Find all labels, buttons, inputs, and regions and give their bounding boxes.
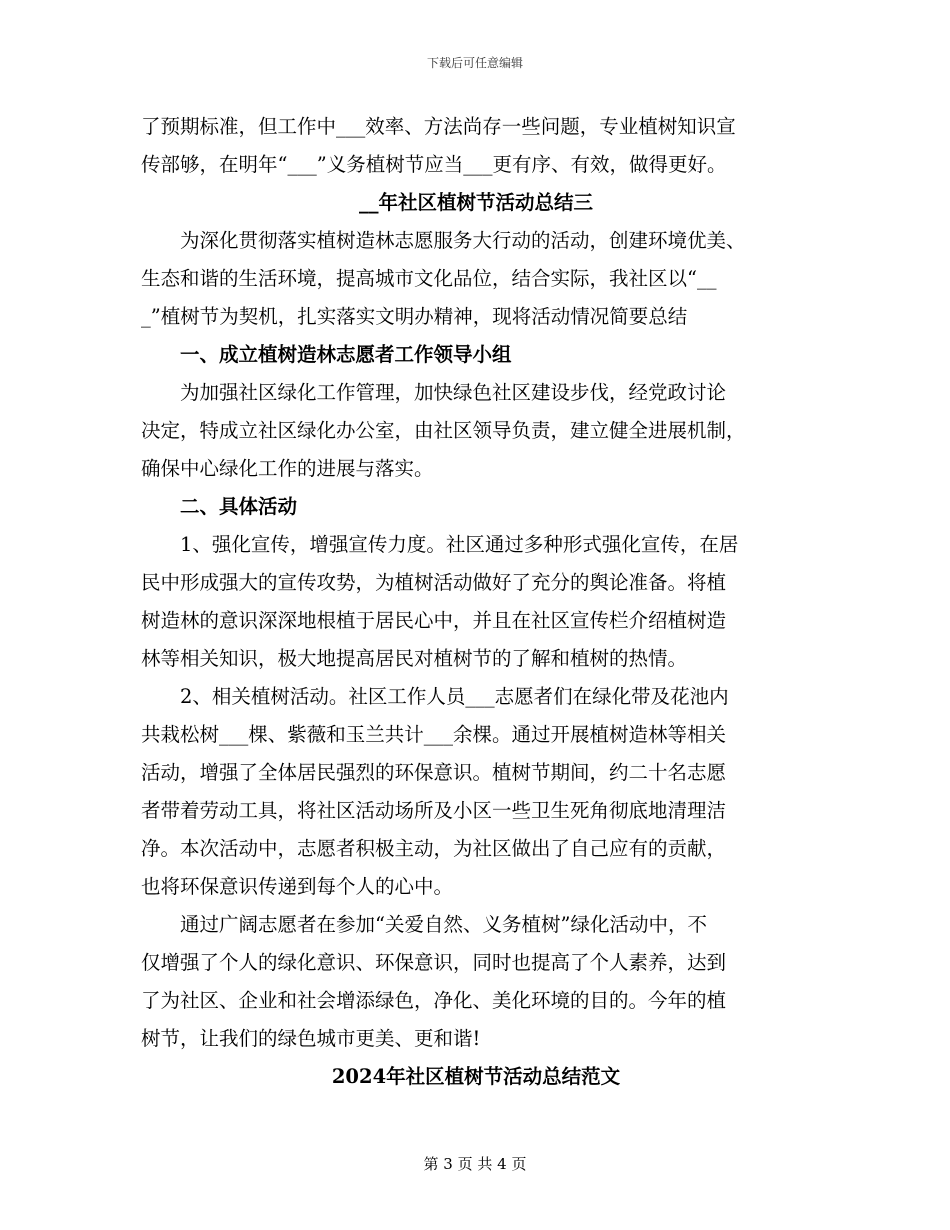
paragraph-line: 了预期标准，但工作中___效率、方法尚存一些问题，专业植树知识宣 (141, 115, 736, 138)
paragraph-line: 者带着劳动工具，将社区活动场所及小区一些卫生死角彻底地清理洁 (141, 799, 727, 822)
paragraph-line: 通过广阔志愿者在参加“关爱自然、义务植树”绿化活动中，不 (180, 913, 707, 936)
next-article-title: 2024年社区植树节活动总结范文 (331, 1065, 621, 1088)
section-heading: 一、成立植树造林志愿者工作领导小组 (180, 343, 512, 366)
paragraph-line: 民中形成强大的宣传攻势，为植树活动做好了充分的舆论准备。将植 (141, 571, 727, 594)
section-title: __年社区植树节活动总结三 (358, 191, 593, 214)
paragraph-line: _”植树节为契机，扎实落实文明办精神，现将活动情况简要总结 (141, 305, 688, 328)
paragraph-line: 仅增强了个人的绿化意识、环保意识，同时也提高了个人素养，达到 (141, 951, 727, 974)
paragraph-line: 1、强化宣传，增强宣传力度。社区通过多种形式强化宣传，在居 (180, 533, 739, 556)
paragraph-line: 为加强社区绿化工作管理，加快绿色社区建设步伐，经党政讨论 (180, 381, 727, 404)
paragraph-line: 净。本次活动中，志愿者积极主动，为社区做出了自己应有的贡献， (141, 837, 727, 860)
header-note: 下载后可任意编辑 (426, 56, 523, 70)
paragraph-line: 了为社区、企业和社会增添绿色，净化、美化环境的目的。今年的植 (141, 989, 727, 1012)
paragraph-line: 树节，让我们的绿色城市更美、更和谐! (141, 1027, 481, 1050)
paragraph-line: 共栽松树___棵、紫薇和玉兰共计___余棵。通过开展植树造林等相关 (141, 723, 727, 746)
paragraph-line: 活动，增强了全体居民强烈的环保意识。植树节期间，约二十名志愿 (141, 761, 727, 784)
paragraph-line: 林等相关知识，极大地提高居民对植树节的了解和植树的热情。 (141, 647, 688, 670)
section-heading: 二、具体活动 (180, 495, 298, 518)
paragraph-line: 树造林的意识深深地根植于居民心中，并且在社区宣传栏介绍植树造 (141, 609, 727, 632)
paragraph-line: 传部够，在明年“___”义务植树节应当___更有序、有效，做得更好。 (141, 153, 727, 176)
paragraph-line: 决定，特成立社区绿化办公室，由社区领导负责，建立健全进展机制， (141, 419, 746, 442)
paragraph-line: 也将环保意识传递到每个人的心中。 (141, 875, 454, 898)
paragraph-line: 2、相关植树活动。社区工作人员___志愿者们在绿化带及花池内 (180, 685, 729, 708)
paragraph-line: 确保中心绿化工作的进展与落实。 (141, 457, 434, 480)
paragraph-line: 生态和谐的生活环境，提高城市文化品位，结合实际，我社区以“__ (141, 267, 717, 290)
paragraph-line: 为深化贯彻落实植树造林志愿服务大行动的活动，创建环境优美、 (180, 229, 746, 252)
page-footer: 第 3 页 共 4 页 (423, 1155, 527, 1173)
document-body (141, 108, 811, 1096)
